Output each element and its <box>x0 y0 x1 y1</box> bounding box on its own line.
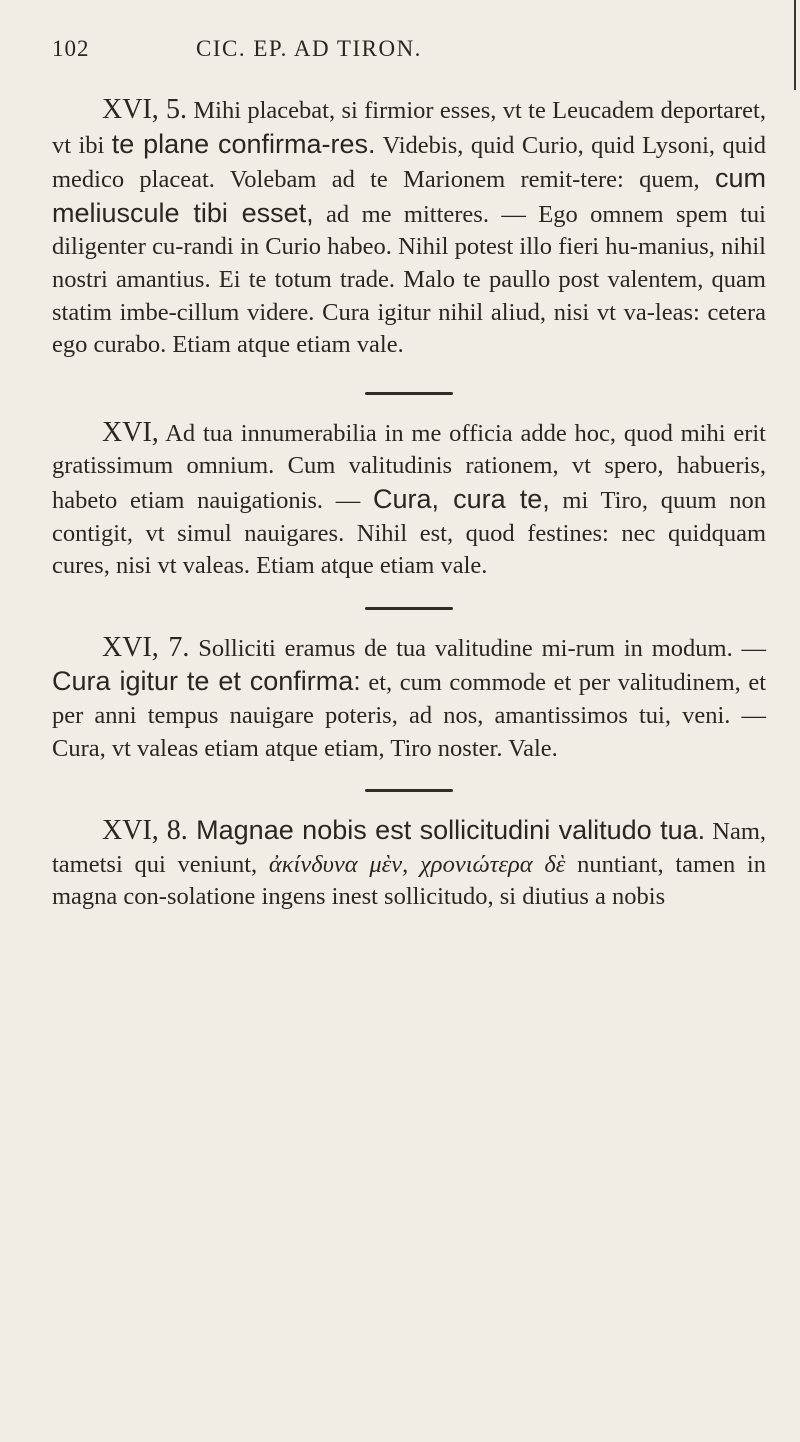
letter-xvi-8 <box>52 814 766 914</box>
emphasis-run: Cura igitur te et confirma: <box>52 666 361 697</box>
letter-text <box>52 417 766 583</box>
text-run: Mihi placebat, si firmior esses, vt te Leucadem deportaret, vt ibi <box>52 97 766 159</box>
emphasis-run: cum meliuscule tibi esset, <box>52 163 766 228</box>
section-divider <box>365 789 453 792</box>
letter-xvi-7 <box>52 632 766 765</box>
emphasis-run: te plane confirma-res. <box>111 128 376 159</box>
text-run: Nam, tametsi qui veniunt, <box>52 818 767 878</box>
text-run: Solliciti eramus de tua valitudine mi-rum in modum. — <box>189 634 767 662</box>
text-run: Videbis, quid Curio, quid Lysoni, quid medico placeat. Volebam ad te Marionem remit-tere: quem, <box>52 131 766 194</box>
text-run: ad me mitteres. — Ego omnem spem tui diligenter cu-randi in Curio habeo. Nihil potest illo fieri hu-manius, nihil nostri amantius. Ei te totum trade. Malo te paullo post valentem, quam statim imbe-cillum videre. Cura igitur nihil aliud, nisi vt va-leas: cetera ego curabo. Etiam atque etiam vale. <box>52 200 766 359</box>
letter-text <box>52 94 766 362</box>
section-divider <box>365 607 453 610</box>
letter-number: XVI, 5. <box>102 94 187 125</box>
text-run: mi Tiro, quum non contigit, vt simul nauigares. Nihil est, quod festines: nec quidquam cures, nisi vt valeas. Etiam atque etiam vale. <box>52 486 766 580</box>
page-edge-line <box>794 0 796 90</box>
letter-text <box>52 814 766 914</box>
running-head <box>52 36 766 76</box>
letter-number: XVI, <box>102 416 159 448</box>
letter-number: XVI, 8. <box>102 815 188 847</box>
section-divider <box>365 392 453 395</box>
emphasis-run: Cura, cura te, <box>372 483 550 514</box>
page-number: 102 <box>52 36 90 61</box>
greek-run: ἀκίνδυνα μὲν, χρονιώτερα δὲ <box>268 850 566 878</box>
letter-xvi-6 <box>52 417 766 583</box>
emphasis-run: Magnae nobis est sollicitudini valitudo tua. <box>187 815 706 846</box>
text-run: et, cum commode et per valitudinem, et per anni tempus nauigare poteris, ad nos, amantissimos tui, veni. — Cura, vt valeas etiam atque etiam, Tiro noster. Vale. <box>52 669 766 762</box>
text-run: nuntiant, tamen in magna con-solatione ingens inest sollicitudo, si diutius a nobis <box>52 850 766 911</box>
text-run: Ad tua innumerabilia in me officia adde hoc, quod mihi erit gratissimum omnium. Cum valitudinis rationem, vt spero, habueris, habeto etiam nauigationis. — <box>52 419 766 514</box>
letter-text <box>52 632 766 765</box>
letter-number: XVI, 7. <box>102 631 190 663</box>
running-title: CIC. EP. AD TIRON. <box>196 36 422 61</box>
letter-xvi-5 <box>52 94 766 362</box>
